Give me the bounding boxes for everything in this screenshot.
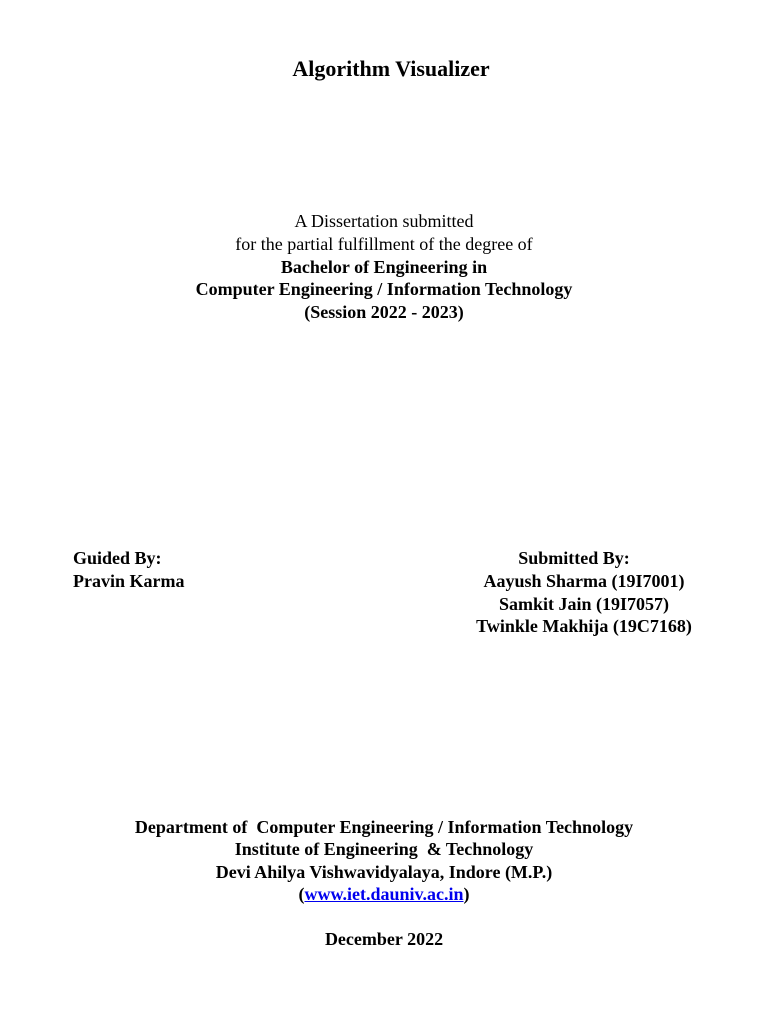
submission-date: December 2022 [324, 929, 444, 949]
website-link[interactable]: www.iet.dauniv.ac.in [304, 884, 464, 904]
guided-by-heading: Guided By: [73, 548, 162, 568]
student-3: Twinkle Makhija (19C7168) [476, 616, 692, 636]
website-close-paren: ) [463, 884, 470, 904]
branch-name: Computer Engineering / Information Technology [195, 279, 573, 299]
guide-name: Pravin Karma [73, 571, 185, 591]
degree-name: Bachelor of Engineering in [280, 257, 488, 277]
student-1: Aayush Sharma (19I7001) [483, 571, 685, 591]
student-2: Samkit Jain (19I7057) [498, 594, 669, 614]
university: Devi Ahilya Vishwavidyalaya, Indore (M.P.) [215, 862, 553, 882]
submitted-by-heading: Submitted By: [518, 548, 630, 568]
document-title: Algorithm Visualizer [292, 56, 490, 81]
website-line [0, 885, 768, 903]
dissertation-line-2: for the partial fulfillment of the degree of [235, 234, 533, 254]
dissertation-line-1: A Dissertation submitted [294, 211, 474, 231]
institute: Institute of Engineering & Technology [234, 839, 534, 859]
session: (Session 2022 - 2023) [304, 302, 464, 322]
website-open-paren: ( [298, 884, 305, 904]
department: Department of Computer Engineering / Information Technology [134, 817, 634, 837]
